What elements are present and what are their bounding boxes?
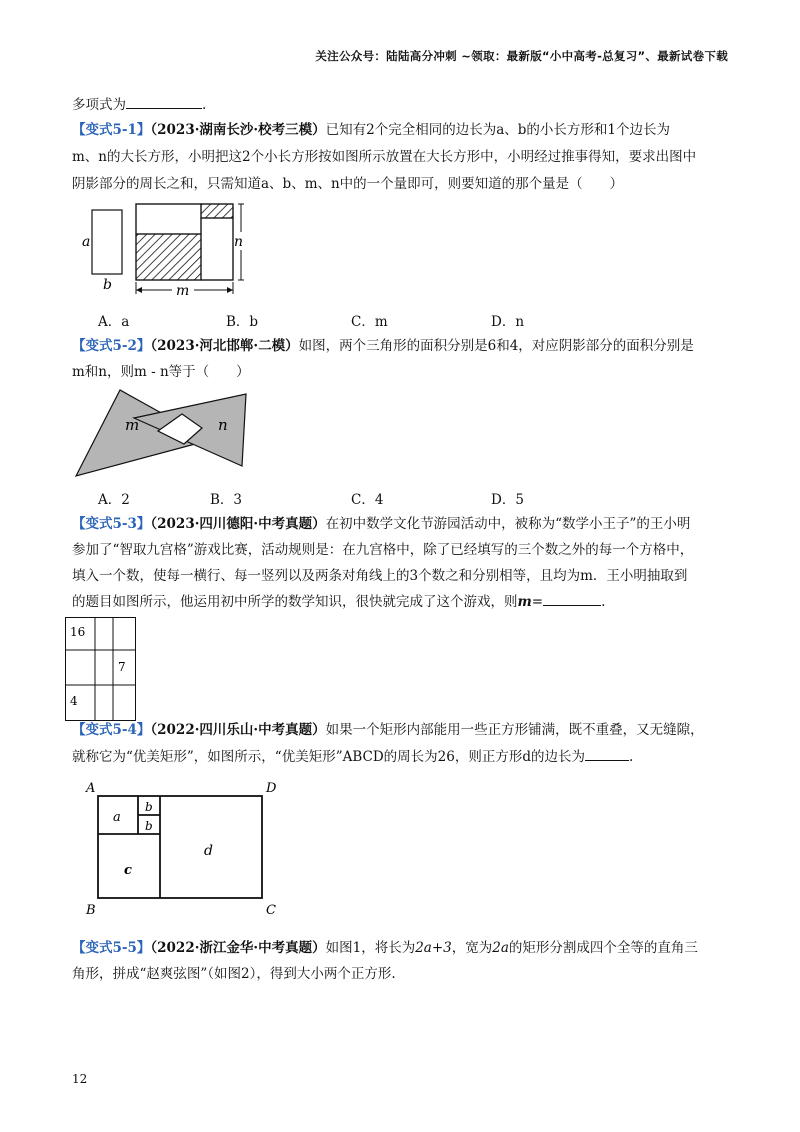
q1-figure <box>72 198 272 300</box>
q2-figure <box>72 386 262 482</box>
q3-var-m: m <box>517 594 532 610</box>
q4-line2 <box>72 745 732 770</box>
q5-expr-length: 2a+3 <box>415 940 452 956</box>
q5-source: （2022·浙江金华·中考真题） <box>150 940 326 956</box>
grid-cell-2-3: 7 <box>118 660 126 674</box>
q3-text-1: 在初中数学文化节游园活动中，被称为“数学小王子”的王小明 <box>325 516 691 532</box>
vertex-c: C <box>266 903 276 918</box>
q2-option-a[interactable]: A．2 <box>98 492 130 508</box>
shaded-region-bottom-left <box>136 234 201 280</box>
intro-text: 多项式为 <box>72 97 126 113</box>
square-a-label: a <box>113 810 121 825</box>
vertex-a: A <box>86 781 96 796</box>
q2-option-c[interactable]: C．4 <box>351 492 384 508</box>
q1-option-c[interactable]: C．m <box>351 314 388 330</box>
shaded-region-top-right <box>201 204 233 218</box>
intro-end: . <box>202 97 207 113</box>
grid-cell-1-1: 16 <box>70 625 86 639</box>
q5-line1 <box>72 936 732 961</box>
q1-source: （2023·湖南长沙·校考三模） <box>150 122 326 138</box>
q3-source: （2023·四川德阳·中考真题） <box>150 516 326 532</box>
q5-text-mid: ，宽为 <box>451 940 493 956</box>
q2-source: （2023·河北邯郸·二模） <box>150 338 299 354</box>
label-m: m <box>125 416 140 434</box>
intro-line <box>72 93 732 118</box>
label-a: a <box>82 234 91 250</box>
q3-line3: 填入一个数，使每一横行、每一竖列以及两条对角线上的3个数之和分别相等，且均为m．王小明抽取到 <box>72 568 688 584</box>
q1-option-d[interactable]: D．n <box>491 314 525 330</box>
rectangle-abcd <box>98 796 262 898</box>
q2-option-d[interactable]: D．5 <box>491 492 524 508</box>
q2-options <box>98 488 658 510</box>
page-header: 关注公众号：陆陆高分冲刺 ~领取：最新版“小中高考-总复习”、最新试卷下载 <box>315 49 728 63</box>
label-n: n <box>218 416 228 434</box>
square-b1-label: b <box>145 800 153 814</box>
placed-rectangle-right <box>201 218 233 280</box>
q2-tag: 【变式5-2】 <box>72 338 151 354</box>
q2-line1 <box>72 334 732 359</box>
arrow-right <box>227 287 233 293</box>
q1-tag: 【变式5-1】 <box>72 122 151 138</box>
square-c-label: c <box>124 863 132 878</box>
q4-text-1: 如果一个矩形内部能用一些正方形铺满，既不重叠，又无缝隙， <box>325 722 704 738</box>
q2-option-b[interactable]: B．3 <box>210 492 243 508</box>
label-b: b <box>103 277 112 293</box>
q1-line1 <box>72 118 732 143</box>
q2-line2: m和n，则m - n等于（ ） <box>72 364 250 380</box>
q4-text-2: 就称它为“优美矩形”，如图所示，“优美矩形”ABCD的周长为26，则正方形d的边长为 <box>72 749 585 765</box>
q5-expr-width: 2a <box>492 940 509 956</box>
q3-end: . <box>601 594 606 610</box>
q5-tag: 【变式5-5】 <box>72 940 151 956</box>
q1-line2: m、n的大长方形，小明把这2个小长方形按如图所示放置在大长方形中，小明经过推事得知，要求出图中 <box>72 149 697 165</box>
q1-line3: 阴影部分的周长之和，只需知道a、b、m、n中的一个量即可，则要知道的那个量是（ ） <box>72 176 624 192</box>
q2-text-1: 如图，两个三角形的面积分别是6和4，对应阴影部分的面积分别是 <box>298 338 694 354</box>
q5-line2: 角形，拼成“赵爽弦图”（如图2），得到大小两个正方形. <box>72 966 396 982</box>
q4-source: （2022·四川乐山·中考真题） <box>150 722 326 738</box>
q3-answer-blank <box>543 591 601 606</box>
q1-options <box>98 310 658 332</box>
vertex-d: D <box>266 781 277 796</box>
answer-blank <box>126 94 202 109</box>
square-d-label: d <box>204 843 213 859</box>
q3-line4 <box>72 590 732 615</box>
q4-figure <box>80 776 290 918</box>
q4-tag: 【变式5-4】 <box>72 722 151 738</box>
q1-option-a[interactable]: A．a <box>98 314 130 330</box>
q4-end: . <box>629 749 634 765</box>
q1-option-b[interactable]: B．b <box>226 314 259 330</box>
q3-tag: 【变式5-3】 <box>72 516 151 532</box>
q5-text-post: 的矩形分割成四个全等的直角三 <box>508 940 698 956</box>
label-m: m <box>176 283 190 299</box>
vertex-b: B <box>86 903 96 918</box>
q3-equals: = <box>531 594 544 610</box>
page-number: 12 <box>72 1072 88 1086</box>
q1-text-1: 已知有2个完全相同的边长为a、b的小长方形和1个边长为 <box>325 122 670 138</box>
square-b2-label: b <box>145 819 153 833</box>
q4-line1 <box>72 718 732 743</box>
placed-rectangle-top <box>136 204 201 234</box>
small-rectangle <box>92 210 122 274</box>
label-n: n <box>234 234 244 250</box>
arrow-left <box>136 287 142 293</box>
q3-line2: 参加了“智取九宫格”游戏比赛，活动规则是：在九宫格中，除了已经填写的三个数之外的每一个方格中， <box>72 542 694 558</box>
q5-text-pre: 如图1，将长为 <box>325 940 416 956</box>
q3-text-4: 的题目如图所示，他运用初中所学的数学知识，很快就完成了这个游戏，则 <box>72 594 518 610</box>
grid-cell-3-1: 4 <box>70 694 78 708</box>
q3-line1 <box>72 512 732 537</box>
q4-answer-blank <box>585 746 629 761</box>
q3-nine-grid <box>65 617 137 722</box>
